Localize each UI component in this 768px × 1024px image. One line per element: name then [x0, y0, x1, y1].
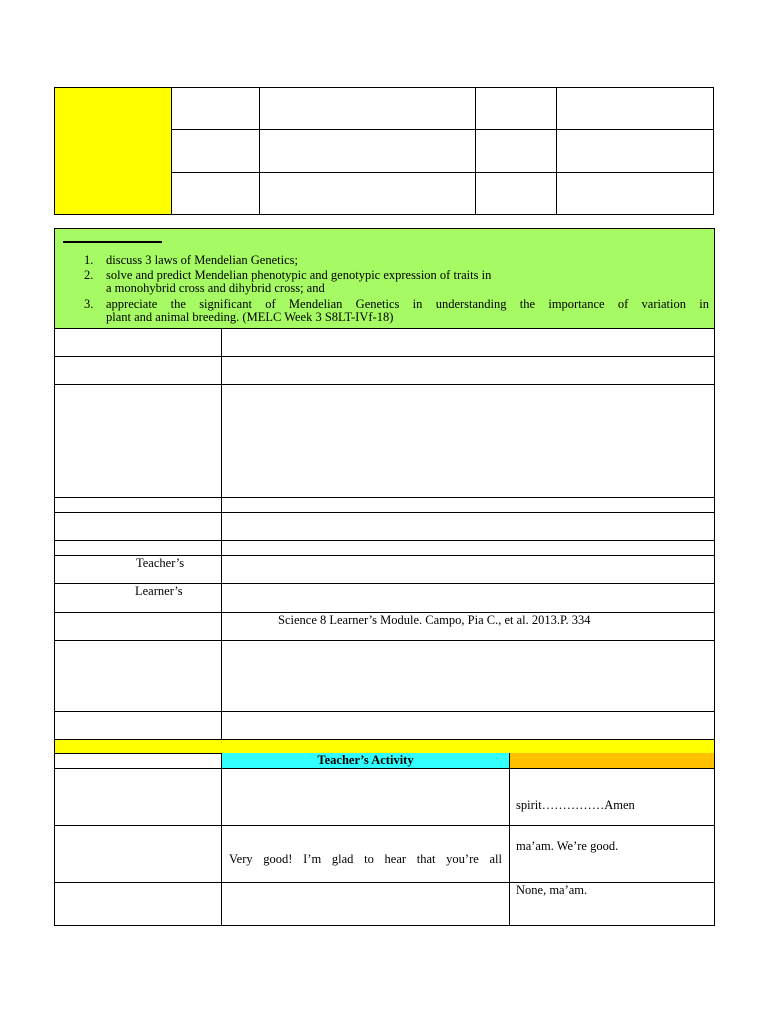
header-divider	[556, 88, 557, 214]
details-row-divider	[55, 512, 714, 513]
objective-text: appreciate the significant of Mendelian Genetics in understanding the importance of variation in	[106, 297, 709, 311]
objective-number: 3.	[84, 297, 94, 311]
objective-text: solve and predict Mendelian phenotypic and genotypic expression of traits in	[106, 268, 492, 282]
details-row-divider	[55, 640, 714, 641]
objectives-box	[54, 228, 715, 329]
learners-label: Learner’s	[135, 584, 183, 598]
activity-row-divider	[55, 882, 714, 883]
details-row-divider	[55, 540, 714, 541]
activity-column-divider	[509, 753, 510, 925]
objectives-heading-underline	[63, 241, 162, 243]
teachers-label: Teacher’s	[136, 556, 185, 570]
teacher-activity-header	[222, 753, 509, 768]
objective-item	[84, 269, 709, 295]
header-divider	[259, 88, 260, 214]
learner-response: ma’am. We’re good.	[516, 839, 619, 853]
header-divider	[172, 129, 713, 130]
objective-item	[84, 254, 709, 267]
objective-item	[84, 298, 709, 324]
reference-text: Science 8 Learner’s Module. Campo, Pia C., et al. 2013.P. 334	[278, 613, 591, 627]
details-row-divider	[55, 711, 714, 712]
header-accent-cell	[55, 88, 172, 214]
activity-table	[54, 753, 715, 926]
learner-response: spirit……………Amen	[516, 798, 635, 812]
objective-number: 1.	[84, 253, 94, 267]
teacher-activity-header-label: Teacher’s Activity	[317, 753, 414, 767]
objective-text: a monohybrid cross and dihybrid cross; and	[106, 281, 325, 295]
learner-activity-header	[510, 753, 714, 768]
details-row-divider	[55, 356, 714, 357]
objective-number: 2.	[84, 268, 94, 282]
objective-text: plant and animal breeding. (MELC Week 3 S8LT-IVf-18)	[106, 310, 394, 324]
header-table	[54, 87, 714, 215]
activity-row-divider	[55, 825, 714, 826]
details-table	[54, 328, 715, 740]
objective-text: discuss 3 laws of Mendelian Genetics;	[106, 253, 298, 267]
procedure-bar	[54, 739, 715, 754]
details-column-divider	[221, 328, 222, 739]
details-row-divider	[55, 384, 714, 385]
activity-column-divider	[221, 753, 222, 925]
learner-response: None, ma’am.	[516, 883, 588, 897]
activity-row-divider	[55, 768, 714, 769]
header-divider	[475, 88, 476, 214]
header-divider	[172, 172, 713, 173]
details-row-divider	[55, 497, 714, 498]
teacher-statement: Very good! I’m glad to hear that you’re all	[229, 852, 502, 866]
